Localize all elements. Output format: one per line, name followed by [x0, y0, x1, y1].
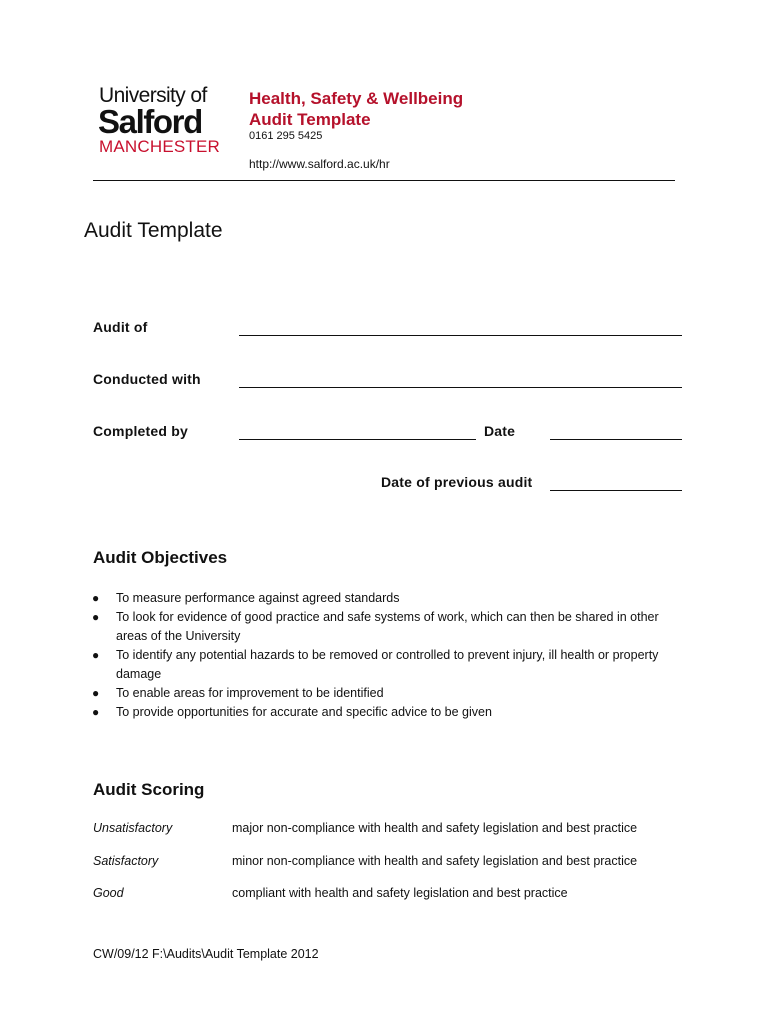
completed-by-field[interactable] [239, 439, 476, 440]
audit-of-field[interactable] [239, 335, 682, 336]
previous-audit-date-field[interactable] [550, 490, 682, 491]
logo-university-of: University of [99, 84, 207, 107]
list-item: ● To provide opportunities for accurate and specific advice to be given [92, 703, 672, 722]
previous-audit-date-label: Date of previous audit [381, 474, 533, 490]
date-field[interactable] [550, 439, 682, 440]
bullet-icon: ● [92, 686, 100, 700]
header-title: Health, Safety & Wellbeing [249, 89, 464, 108]
list-item: ● To measure performance against agreed standards [92, 589, 672, 608]
scoring-desc-unsatisfactory: major non-compliance with health and safety legislation and best practice [232, 821, 638, 835]
scoring-term-good: Good [93, 886, 124, 900]
completed-by-label: Completed by [93, 423, 188, 439]
bullet-icon: ● [92, 648, 100, 662]
header-subtitle: Audit Template [249, 110, 371, 129]
page-title: Audit Template [84, 219, 223, 242]
date-label: Date [484, 423, 516, 439]
bullet-icon: ● [92, 705, 100, 719]
header-url-link[interactable]: http://www.salford.ac.uk/hr [249, 157, 390, 171]
list-item: ● To identify any potential hazards to be removed or controlled to prevent injury, ill health or property damage [92, 648, 659, 681]
list-item: ● To look for evidence of good practice and safe systems of work, which can then be shared in other areas of the University [92, 610, 659, 643]
logo-salford: Salford [98, 103, 202, 140]
scoring-heading: Audit Scoring [93, 780, 205, 799]
header-divider [93, 180, 675, 181]
audit-of-label: Audit of [93, 319, 148, 335]
header-phone: 0161 295 5425 [249, 130, 323, 142]
list-item: ● To enable areas for improvement to be identified [92, 684, 672, 703]
scoring-term-unsatisfactory: Unsatisfactory [93, 821, 173, 835]
conducted-with-field[interactable] [239, 387, 682, 388]
scoring-desc-good: compliant with health and safety legislation and best practice [232, 886, 568, 900]
scoring-desc-satisfactory: minor non-compliance with health and safety legislation and best practice [232, 854, 638, 868]
scoring-term-satisfactory: Satisfactory [93, 854, 159, 868]
bullet-icon: ● [92, 610, 100, 624]
objectives-heading: Audit Objectives [93, 548, 228, 567]
conducted-with-label: Conducted with [93, 371, 201, 387]
objectives-list [92, 589, 672, 722]
footer-reference: CW/09/12 F:\Audits\Audit Template 2012 [93, 947, 319, 961]
bullet-icon: ● [92, 591, 100, 605]
logo-manchester: MANCHESTER [99, 137, 221, 156]
